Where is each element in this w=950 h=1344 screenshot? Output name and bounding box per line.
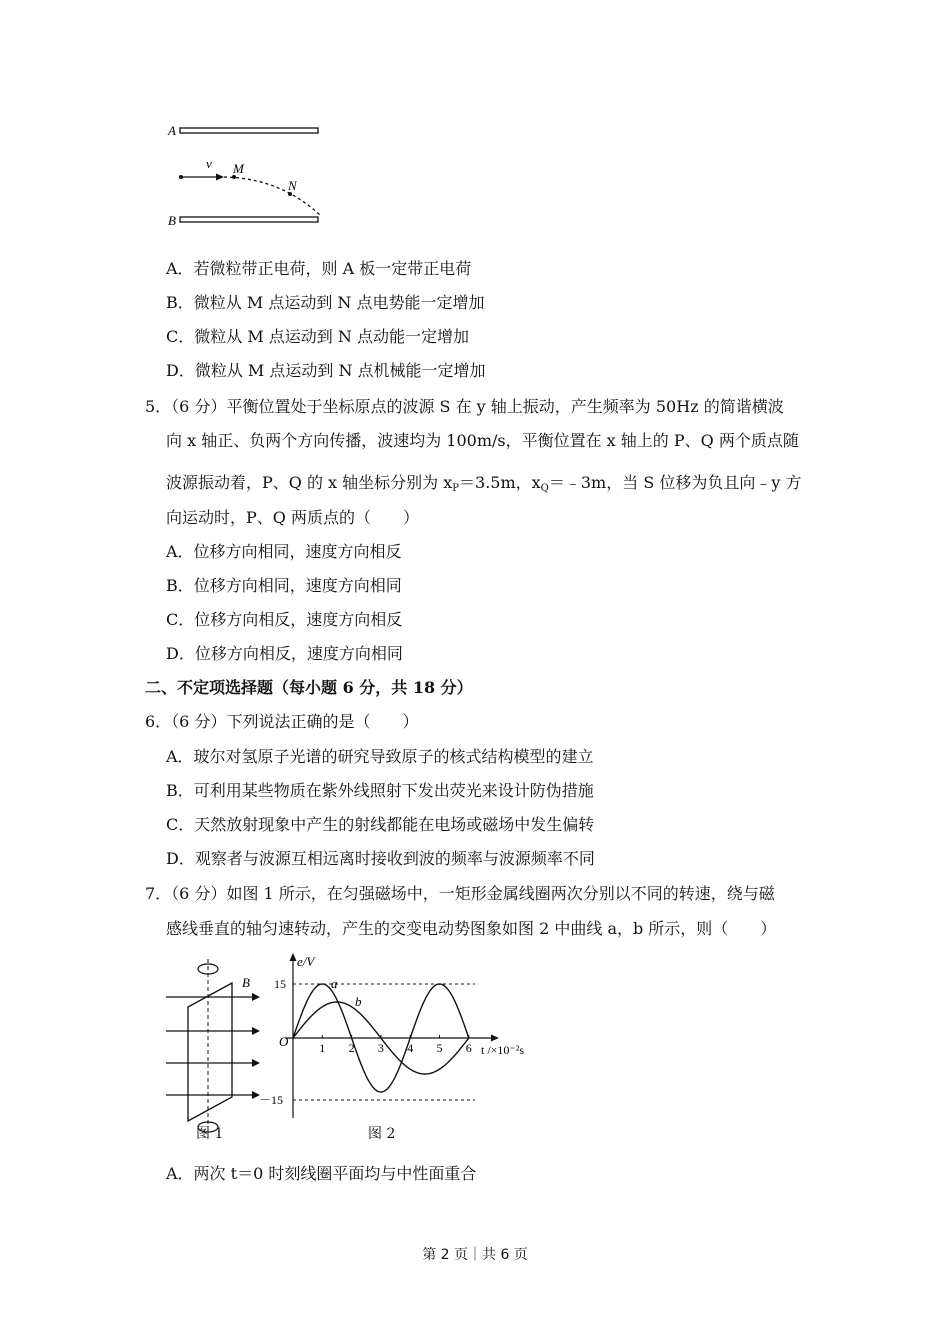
x-axis-arrowhead — [491, 1035, 499, 1042]
q5-stem-line3 — [166, 472, 802, 500]
fig2-caption: 图 2 — [368, 1126, 396, 1142]
q5-option-c: C．位移方向相反，速度方向相反 — [166, 610, 403, 629]
q6-option-a: A．玻尔对氢原子光谱的研究导致原子的核式结构模型的建立 — [166, 747, 594, 766]
q6-stem: 6．（6 分）下列说法正确的是（ ） — [145, 712, 419, 731]
q7-stem-line1: 7．（6 分）如图 1 所示，在匀强磁场中，一矩形金属线圈两次分别以不同的转速，绕与磁 — [145, 884, 775, 903]
velocity-arrowhead — [216, 174, 224, 181]
q7-option-a: A．两次 t＝0 时刻线圈平面均与中性面重合 — [166, 1164, 477, 1183]
q5-stem-line1: 5．（6 分）平衡位置处于坐标原点的波源 S 在 y 轴上振动，产生频率为 50Hz 的简谐横波 — [145, 397, 784, 416]
origin-label: O — [279, 1034, 289, 1049]
x-tick-label: 4 — [407, 1041, 414, 1055]
q4-option-c: C．微粒从 M 点运动到 N 点动能一定增加 — [166, 327, 469, 346]
curve-a-label: a — [331, 976, 338, 991]
q4-option-a: A．若微粒带正电荷，则 A 板一定带正电荷 — [166, 259, 472, 278]
y-axis-arrowhead — [290, 953, 297, 961]
plates-figure — [160, 118, 340, 233]
plate-a — [180, 128, 318, 133]
x-tick-label: 1 — [319, 1041, 326, 1055]
point-n-label: N — [288, 178, 297, 193]
q4-option-b: B．微粒从 M 点运动到 N 点电势能一定增加 — [166, 293, 485, 312]
coil-rectangle — [188, 983, 232, 1121]
field-lines — [166, 997, 256, 1095]
point-m-label: M — [233, 161, 244, 176]
q6-option-b: B．可利用某些物质在紫外线照射下发出荧光来设计防伪措施 — [166, 781, 594, 800]
plate-b — [180, 217, 318, 222]
q7-stem-line2: 感线垂直的轴匀速转动，产生的交变电动势图象如图 2 中曲线 a，b 所示，则（ ） — [166, 919, 777, 938]
sub-q: Q — [540, 483, 549, 494]
q5-stem-line2: 向 x 轴正、负两个方向传播，波速均为 100m/s，平衡位置在 x 轴上的 P、Q 两个质点随 — [166, 431, 799, 450]
particle-start — [179, 175, 183, 179]
q6-option-d: D．观察者与波源互相远离时接收到波的频率与波源频率不同 — [166, 849, 595, 868]
sub-p: P — [452, 483, 460, 494]
trajectory — [224, 177, 320, 215]
curve-b-label: b — [355, 994, 362, 1009]
q5-option-d: D．位移方向相反，速度方向相同 — [166, 644, 403, 663]
q5-stem-line4: 向运动时，P、Q 两质点的（ ） — [166, 508, 419, 527]
field-b-label: B — [242, 975, 250, 990]
x-tick-label: 6 — [465, 1041, 472, 1055]
q5-option-b: B．位移方向相同，速度方向相同 — [166, 576, 402, 595]
section-2-heading: 二、不定项选择题（每小题 6 分，共 18 分） — [145, 678, 473, 697]
fig1-caption: 图 1 — [196, 1126, 224, 1142]
q5-line3-pre: 波源振动着，P、Q 的 x 轴坐标分别为 x — [166, 473, 453, 492]
q5-line3-post: ＝﹣3m，当 S 位移为负且向﹣y 方 — [548, 473, 802, 492]
x-axis-label: t /×10⁻²s — [481, 1043, 525, 1057]
y-axis-label: e/V — [297, 954, 315, 969]
page-footer: 第 2 页｜共 6 页 — [422, 1247, 528, 1263]
x-tick-label: 5 — [436, 1041, 443, 1055]
q6-option-c: C．天然放射现象中产生的射线都能在电场或磁场中发生偏转 — [166, 815, 595, 834]
plate-a-label: A — [168, 123, 176, 138]
q5-option-a: A．位移方向相同，速度方向相反 — [166, 542, 402, 561]
plate-b-label: B — [168, 213, 176, 228]
velocity-label: v — [206, 156, 212, 171]
y-tick-neg15: －15 — [259, 1093, 284, 1107]
x-tick-label: 3 — [377, 1041, 384, 1055]
q4-option-d: D．微粒从 M 点运动到 N 点机械能一定增加 — [166, 361, 486, 380]
x-tick-label: 2 — [348, 1041, 355, 1055]
emf-graph — [255, 948, 545, 1123]
q5-line3-mid: ＝3.5m，x — [459, 473, 541, 492]
y-tick-15: 15 — [274, 977, 286, 991]
